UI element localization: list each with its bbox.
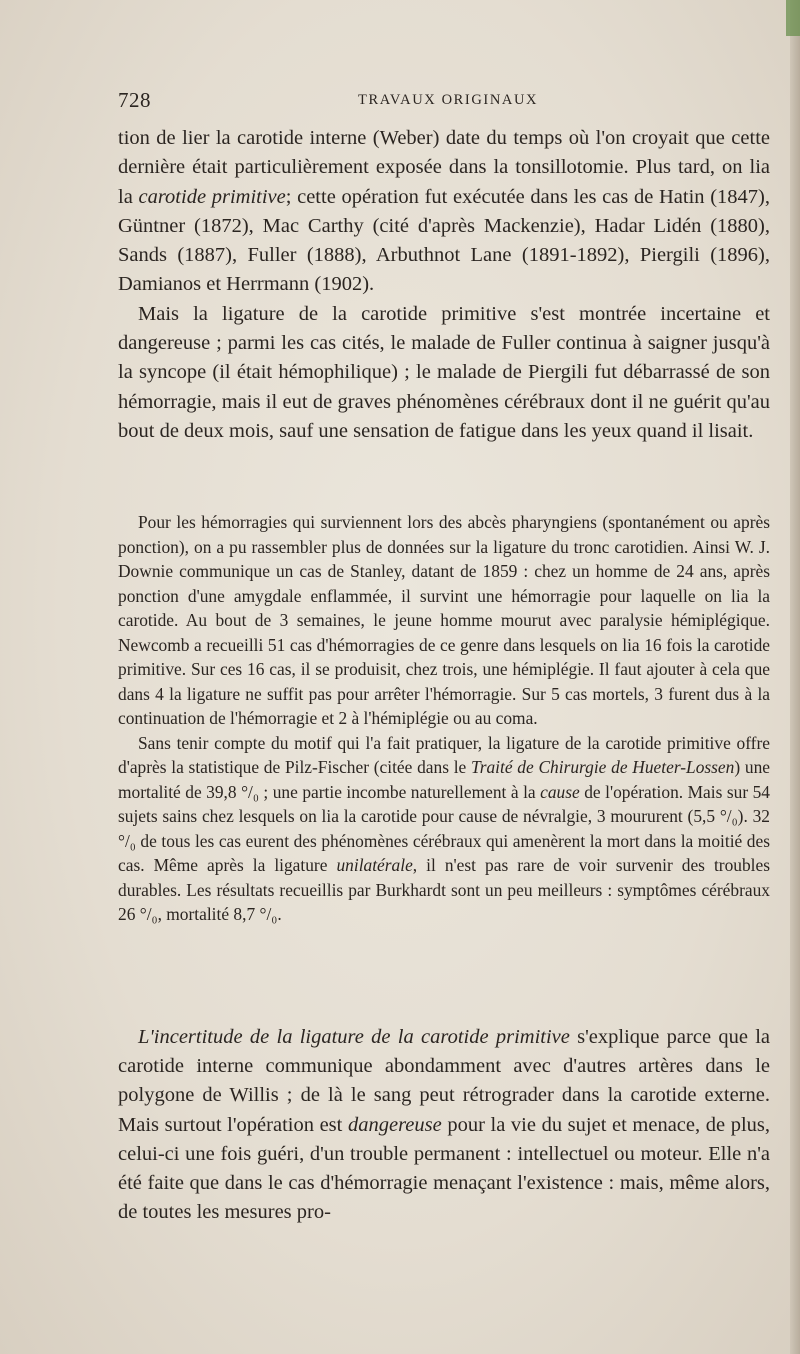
corner-tab xyxy=(786,0,800,36)
running-title: TRAVAUX ORIGINAUX xyxy=(358,92,539,108)
text-run: de l'opération. Mais sur 54 sujets sains chez lesquels on lia la carotide pour cause de névralgie, 3 moururent (5,5 °/₀). 32 °/₀ de tous les cas eurent des phénomènes cérébraux qui amenèrent la mort dans la moitié des cas. Même après la ligature xyxy=(118,781,770,875)
page-header xyxy=(118,88,768,118)
paragraph-3: Pour les hémorragies qui surviennent lors des abcès pharyngiens (spontanément ou après ponction), on a pu rassembler plus de données sur la ligature du tronc carotidien. Ainsi W. J. Downie communique un cas de Stanley, datant de 1859 : chez un homme de 24 ans, après ponction d'une amygdale enflammée, il survint une hémorragie pour laquelle on lia la carotide. Au bout de 3 semaines, le jeune homme mourut avec paralysie hémiplégique. Newcomb a recueilli 51 cas d'hémorragies de ce genre dans lesquels on lia 16 fois la carotide primitive. Sur ces 16 cas, il se produisit, chez trois, une hémiplégie. Il faut ajouter à cela que dans 4 la ligature ne suffit pas pour arrêter l'hémorragie. Sur 5 cas mortels, 3 furent dus à la continuation de l'hémorragie et 2 à l'hémiplégie ou au coma. xyxy=(118,512,770,728)
paragraph-5 xyxy=(118,1023,770,1227)
text-run: , il n'est pas rare de voir survenir des troubles durables. Les résultats recueillis par Burkhardt sont un peu meilleurs : symptômes cérébraux 26 °/₀, mortalité 8,7 °/₀. xyxy=(118,855,770,924)
emphasis: Traité de Chirurgie de Hueter-Lossen xyxy=(471,757,735,777)
page-number: 728 xyxy=(118,88,151,112)
emphasis: dangereuse xyxy=(347,1113,442,1136)
text-run: s'explique parce que la carotide interne communique abondamment avec d'autres artères dans le polygone de Willis ; de là le sang peut rétrograder dans la carotide externe. Mais surtout l'opération est xyxy=(118,1026,770,1136)
text-run: tion de lier la carotide interne (Weber) date du temps où l'on croyait que cette dernière était particulièrement exposée dans la tonsillotomie. Plus tard, on lia la xyxy=(118,127,770,208)
text-run: ; cette opération fut exécutée dans les cas de Hatin (1847), Güntner (1872), Mac Carthy (cité d'après Mackenzie), Hadar Lidén (1880), Sands (1887), Fuller (1888), Arbuthnot Lane (1891-1892), Piergili (1896), Damianos et Herrmann (1902). xyxy=(118,185,770,296)
paragraph-1 xyxy=(118,124,770,300)
text-run: ) une mortalité de 39,8 °/₀ ; une partie incombe naturellement à la xyxy=(118,757,770,802)
emphasis: L'incertitude de la ligature de la carotide primitive xyxy=(138,1026,570,1048)
section-1 xyxy=(118,124,770,446)
text-run: Sans tenir compte du motif qui l'a fait pratiquer, la ligature de la carotide primitive offre d'après la statistique de Pilz-Fischer (citée dans le xyxy=(118,732,770,777)
text-run: pour la vie du sujet et menace, de plus, celui-ci une fois guéri, d'un trouble permanent : intellectuel ou moteur. Elle n'a été faite que dans le cas d'hémorragie menaçant l'existence : mais, même alors, de toutes les mesures pro- xyxy=(118,1113,770,1224)
page-edge xyxy=(790,0,800,1354)
emphasis: carotide primitive xyxy=(138,185,286,208)
emphasis: unilatérale xyxy=(336,855,413,875)
section-3 xyxy=(118,1023,770,1227)
emphasis: cause xyxy=(540,781,580,802)
paragraph-2: Mais la ligature de la carotide primitive s'est montrée incertaine et dangereuse ; parmi les cas cités, le malade de Fuller continua à saigner jusqu'à la syncope (il était hémophilique) ; le malade de Piergili fut débarrassé de son hémorragie, mais il eut de graves phénomènes cérébraux dont il ne guérit qu'au bout de deux mois, sauf une sensation de fatigue dans les yeux quand il lisait. xyxy=(118,302,770,442)
section-2-small-print xyxy=(118,510,770,927)
paragraph-4 xyxy=(118,731,770,927)
